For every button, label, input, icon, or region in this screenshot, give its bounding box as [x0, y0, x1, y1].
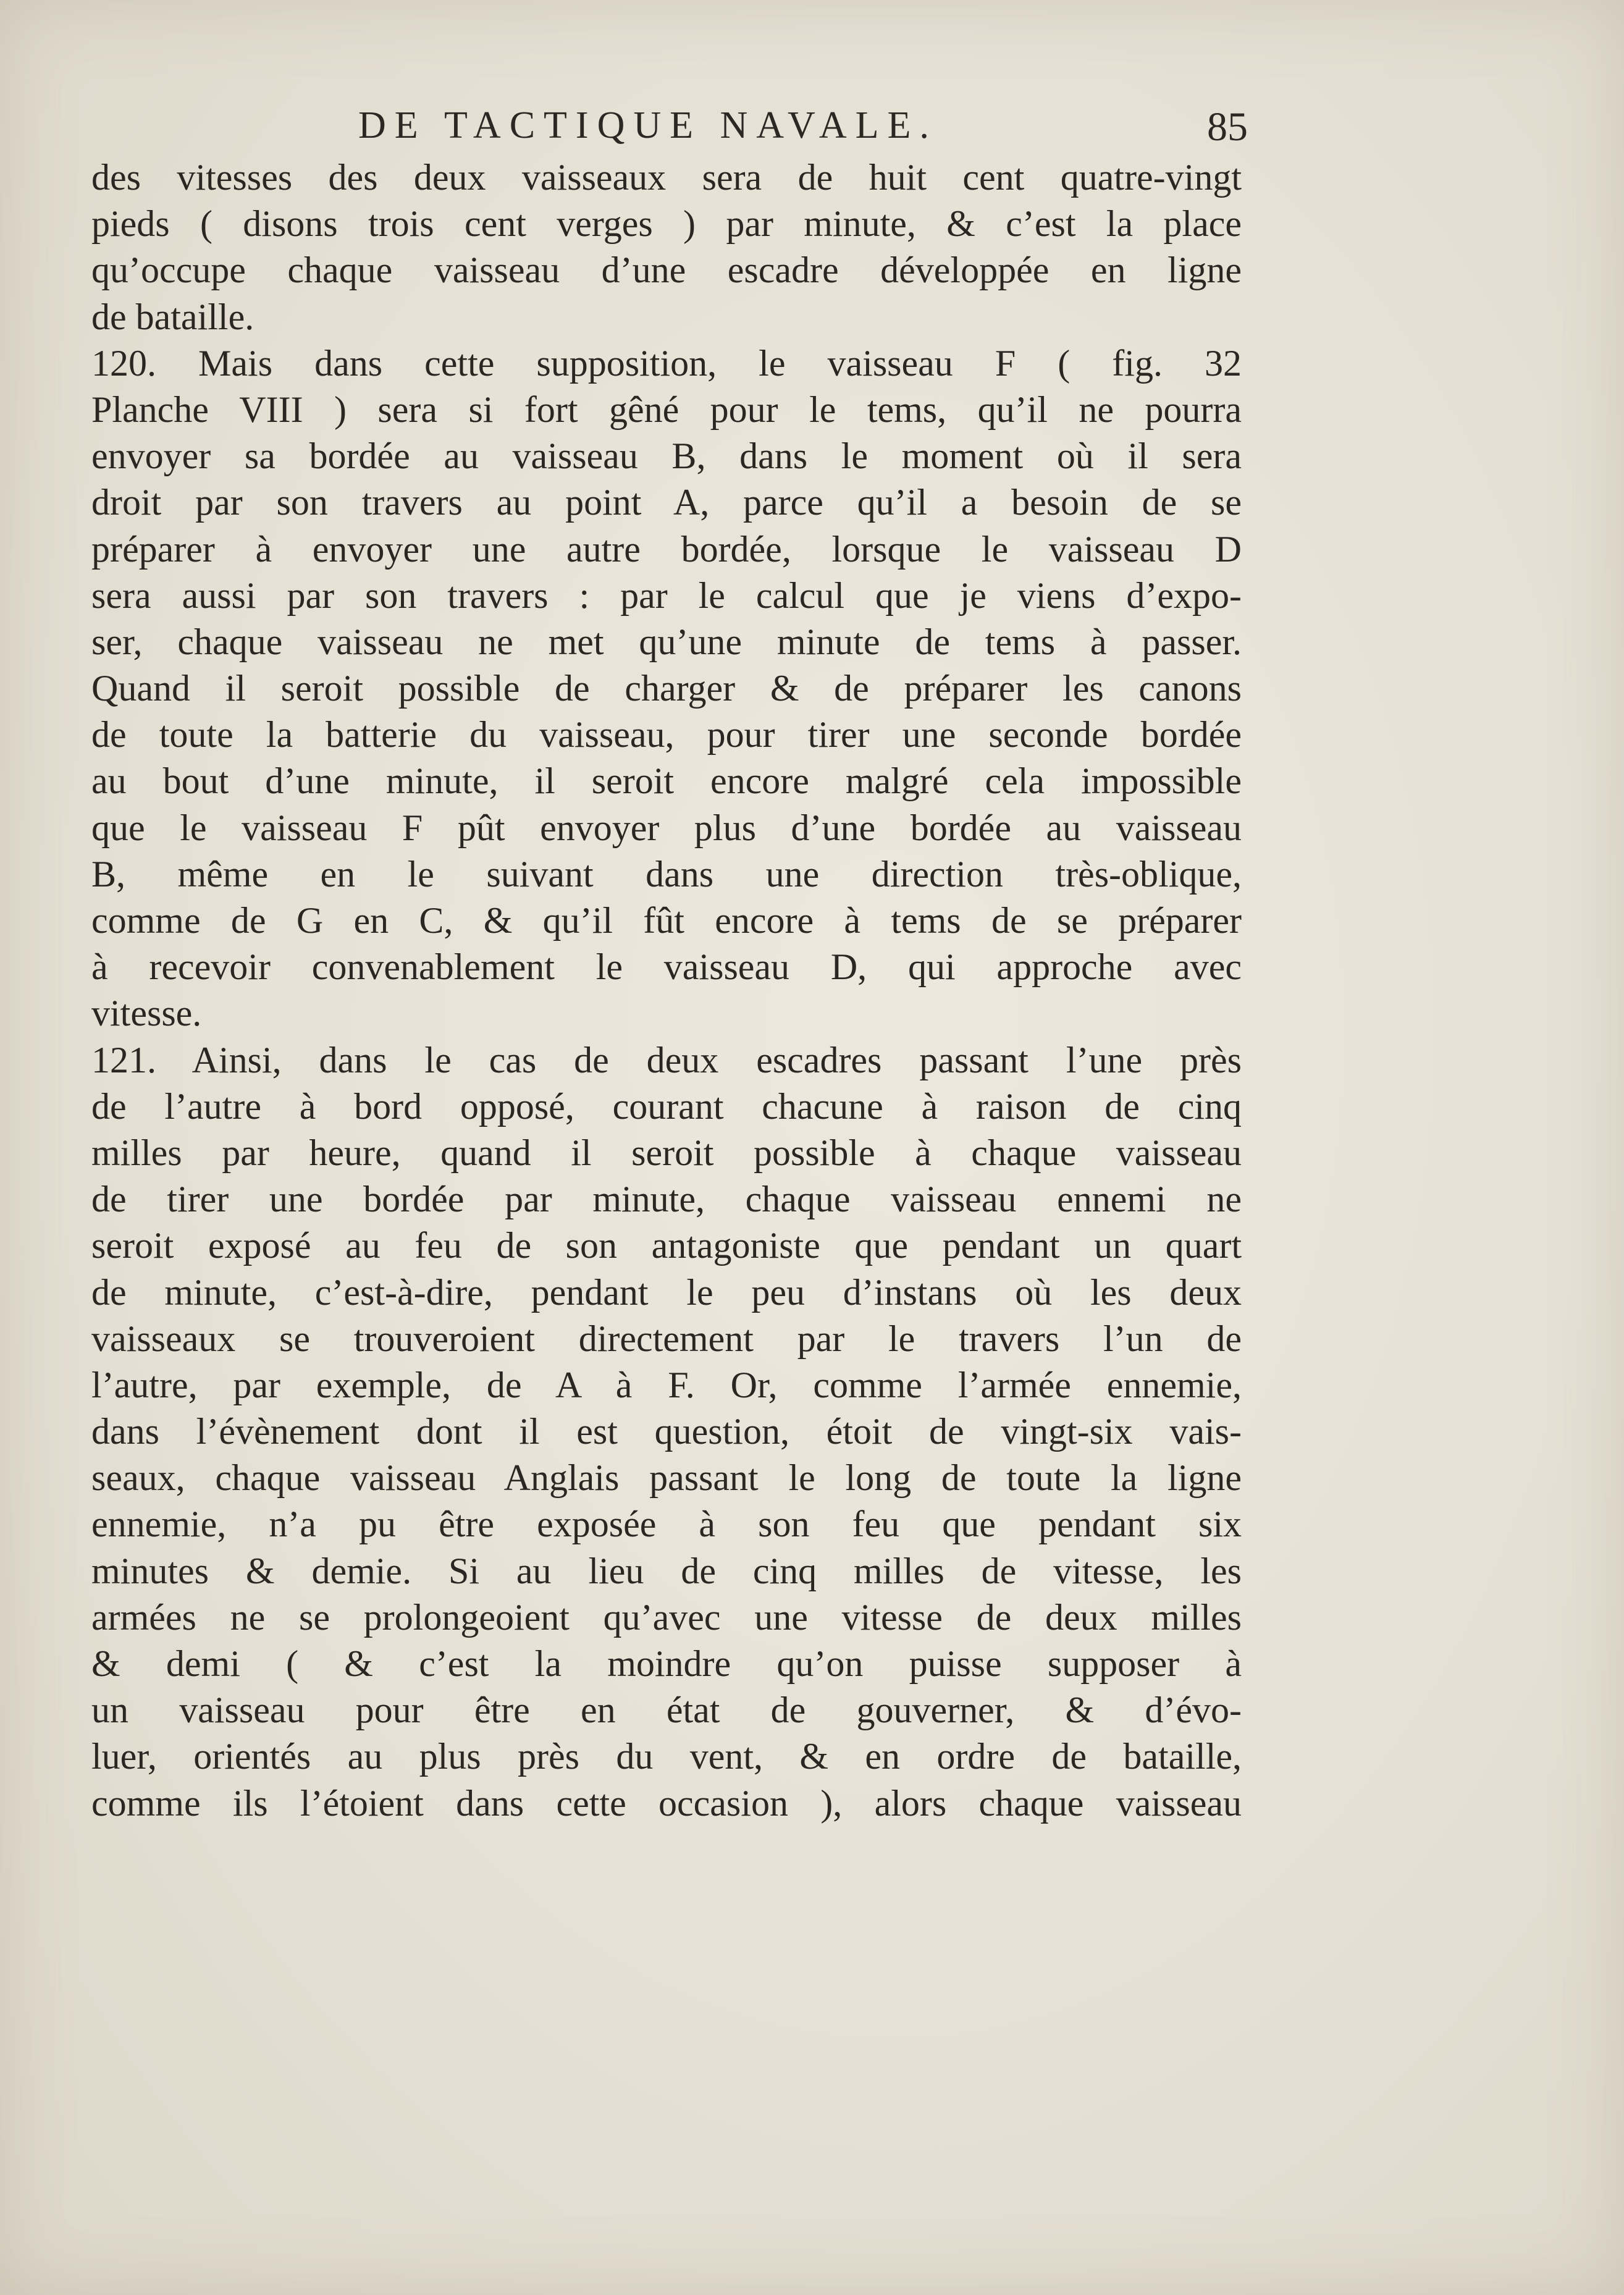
text-line: dans l’évènement dont il est question, étoit de vingt-six vais- — [91, 1411, 1242, 1452]
text-line: 120. Mais dans cette supposition, le vaisseau F ( fig. 32 — [91, 342, 1242, 384]
text-line: armées ne se prolongeoient qu’avec une vitesse de deux milles — [91, 1596, 1242, 1638]
text-line: de tirer une bordée par minute, chaque vaisseau ennemi ne — [91, 1179, 1242, 1220]
text-line: que le vaisseau F pût envoyer plus d’une bordée au vaisseau — [91, 807, 1242, 848]
text-line: seroit exposé au feu de son antagoniste que pendant un quart — [91, 1225, 1242, 1266]
text-line: & demi ( & c’est la moindre qu’on puisse supposer à — [91, 1643, 1242, 1684]
text-line: luer, orientés au plus près du vent, & en ordre de bataille, — [91, 1736, 1242, 1777]
text-line: de minute, c’est-à-dire, pendant le peu d’instans où les deux — [91, 1271, 1242, 1313]
text-line: pieds ( disons trois cent verges ) par minute, & c’est la place — [91, 203, 1242, 245]
text-line: comme ils l’étoient dans cette occasion ), alors chaque vaisseau — [91, 1782, 1242, 1824]
text-line: seaux, chaque vaisseau Anglais passant le long de toute la ligne — [91, 1457, 1242, 1499]
text-line: vitesse. — [91, 993, 202, 1034]
text-line: au bout d’une minute, il seroit encore malgré cela impossible — [91, 760, 1242, 802]
running-head — [334, 104, 1248, 153]
text-line: Quand il seroit possible de charger & de préparer les canons — [91, 668, 1242, 709]
text-line: comme de G en C, & qu’il fût encore à tems de se préparer — [91, 900, 1242, 941]
text-line: B, même en le suivant dans une direction très-oblique, — [91, 853, 1242, 895]
body-text — [91, 154, 1242, 1827]
text-line: milles par heure, quand il seroit possible à chaque vaisseau — [91, 1132, 1242, 1173]
text-line: l’autre, par exemple, de A à F. Or, comme l’armée ennemie, — [91, 1364, 1242, 1405]
text-line: des vitesses des deux vaisseaux sera de huit cent quatre-vingt — [91, 157, 1242, 198]
page-number: 85 — [1207, 104, 1248, 149]
text-line: vaisseaux se trouveroient directement par le travers l’un de — [91, 1318, 1242, 1359]
text-line: droit par son travers au point A, parce qu’il a besoin de se — [91, 482, 1242, 523]
text-line: de toute la batterie du vaisseau, pour tirer une seconde bordée — [91, 714, 1242, 756]
text-line: préparer à envoyer une autre bordée, lorsque le vaisseau D — [91, 528, 1242, 570]
text-line: 121. Ainsi, dans le cas de deux escadres passant l’une près — [91, 1039, 1242, 1080]
running-title: DE TACTIQUE NAVALE. — [358, 104, 938, 146]
text-line: sera aussi par son travers : par le calcul que je viens d’expo- — [91, 575, 1242, 616]
text-line: ennemie, n’a pu être exposée à son feu que pendant six — [91, 1504, 1242, 1545]
text-line: ser, chaque vaisseau ne met qu’une minute de tems à passer. — [91, 621, 1242, 662]
text-line: à recevoir convenablement le vaisseau D, qui approche avec — [91, 946, 1242, 988]
text-line: de bataille. — [91, 296, 255, 337]
text-line: un vaisseau pour être en état de gouverner, & d’évo- — [91, 1690, 1242, 1731]
text-line: de l’autre à bord opposé, courant chacune à raison de cinq — [91, 1085, 1242, 1127]
text-line: envoyer sa bordée au vaisseau B, dans le moment où il sera — [91, 436, 1242, 477]
text-line: Planche VIII ) sera si fort gêné pour le tems, qu’il ne pourra — [91, 389, 1242, 430]
text-line: qu’occupe chaque vaisseau d’une escadre développée en ligne — [91, 250, 1242, 291]
text-line: minutes & demie. Si au lieu de cinq milles de vitesse, les — [91, 1550, 1242, 1591]
